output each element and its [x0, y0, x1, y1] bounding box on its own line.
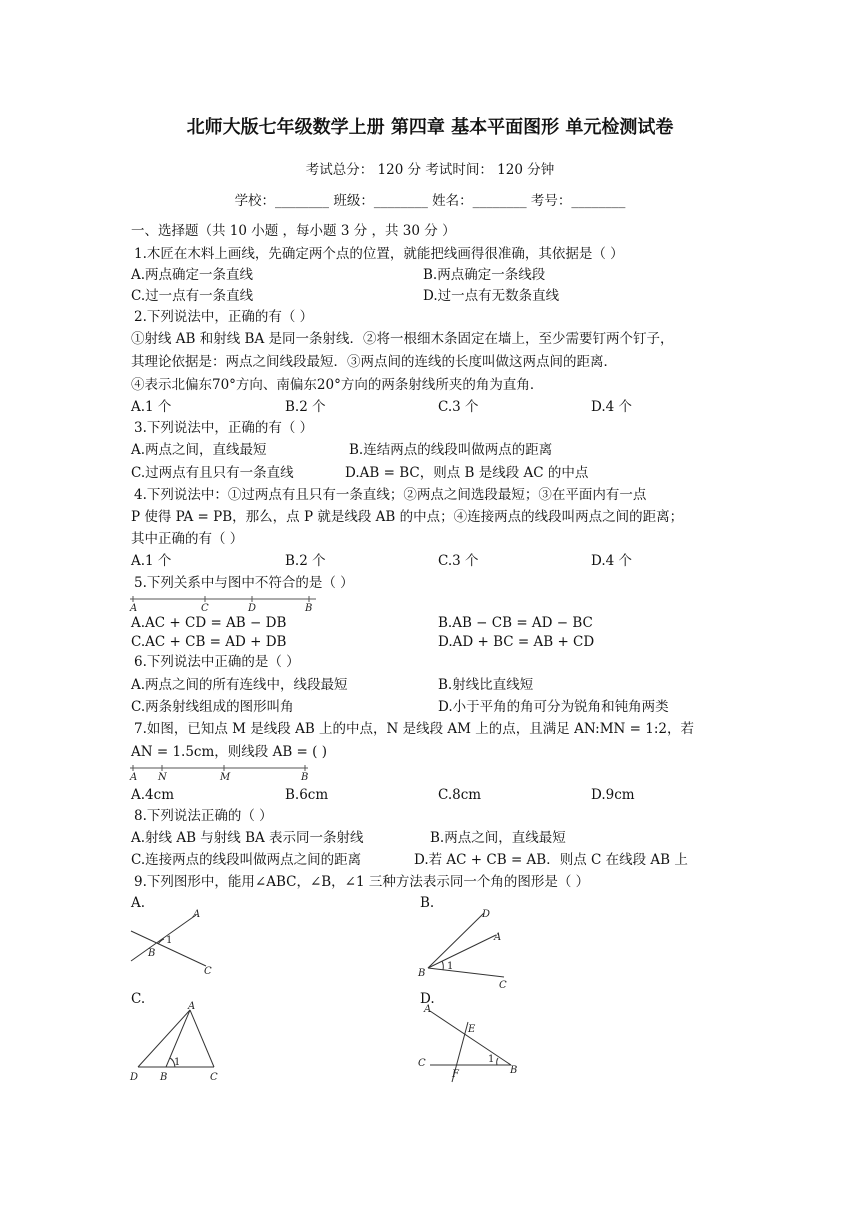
- figure-label: D: [482, 909, 491, 920]
- q8-option-d: D.若 AC + CB = AB．则点 C 在线段 AB 上: [414, 852, 688, 868]
- q7-option-d: D.9cm: [591, 787, 635, 803]
- figure-label: A: [424, 1004, 432, 1015]
- figure-label: 1: [488, 1054, 495, 1065]
- q4-line-2: P 使得 PA = PB，那么，点 P 就是线段 AB 的中点；④连接两点的线段叫两点之间的距离；: [131, 509, 684, 525]
- figure-label: F: [452, 1069, 459, 1080]
- page-title: 北师大版七年级数学上册 第四章 基本平面图形 单元检测试卷: [186, 117, 674, 138]
- figure-label: C: [204, 966, 212, 977]
- q5-stem: 5.下列关系中与图中不符合的是（ ）: [134, 575, 354, 591]
- figure-label: C: [499, 980, 507, 991]
- q1-option-d: D.过一点有无数条直线: [423, 288, 560, 304]
- q8-option-a: A.射线 AB 与射线 BA 表示同一条射线: [131, 830, 364, 846]
- q2-option-b: B.2 个: [285, 399, 326, 415]
- q5-option-a: A.AC + CD = AB − DB: [131, 615, 287, 631]
- q7-label-m: M: [220, 772, 231, 783]
- figure-label: E: [468, 1024, 476, 1035]
- q7-segment-figure: [128, 763, 328, 783]
- figure-label: A: [494, 932, 502, 943]
- q3-option-a: A.两点之间，直线最短: [131, 442, 267, 458]
- q7-label-a: A: [130, 772, 138, 783]
- q9-figure-b: [414, 906, 524, 991]
- figure-label: B: [510, 1065, 518, 1076]
- figure-label: C: [418, 1058, 426, 1069]
- q2-option-d: D.4 个: [591, 399, 633, 415]
- q3-option-b: B.连结两点的线段叫做两点的距离: [349, 442, 553, 458]
- q4-line-3: 其中正确的有（ ）: [131, 531, 244, 547]
- q2-option-a: A.1 个: [131, 399, 172, 415]
- q1-option-b: B.两点确定一条线段: [423, 267, 546, 283]
- q5-option-d: D.AD + BC = AB + CD: [438, 634, 595, 650]
- q5-option-b: B.AB − CB = AD − BC: [438, 615, 593, 631]
- q4-option-a: A.1 个: [131, 553, 172, 569]
- figure-label: 1: [166, 935, 173, 946]
- student-info: 学校：________ 班级：________ 姓名：________ 考号：________: [234, 193, 626, 209]
- q5-segment-figure: [128, 594, 328, 614]
- q5-option-c: C.AC + CB = AD + DB: [131, 634, 287, 650]
- q7-label-b: B: [301, 772, 309, 783]
- figure-label: B: [418, 968, 426, 979]
- q6-option-a: A.两点之间的所有连线中，线段最短: [131, 677, 348, 693]
- section-heading: 一、选择题（共 10 小题 ，每小题 3 分 ，共 30 分 ）: [131, 223, 456, 239]
- q3-stem: 3.下列说法中，正确的有（ ）: [134, 420, 314, 436]
- q9-option-b: B.: [420, 895, 435, 911]
- q5-label-d: D: [248, 603, 257, 614]
- figure-label: 1: [174, 1057, 181, 1068]
- q2-line-2: 其理论依据是：两点之间线段最短．③两点间的连线的长度叫做这两点间的距离．: [131, 354, 617, 370]
- q2-line-3: ④表示北偏东70°方向、南偏东20°方向的两条射线所夹的角为直角．: [131, 377, 544, 393]
- q2-line-1: ①射线 AB 和射线 BA 是同一条射线．②将一根细木条固定在墙上，至少需要钉两个钉子，: [131, 331, 674, 347]
- q5-label-b: B: [305, 603, 313, 614]
- figure-label: C: [210, 1072, 218, 1083]
- figure-label: D: [130, 1072, 139, 1083]
- q9-figure-d: [414, 1002, 529, 1087]
- q7-option-c: C.8cm: [438, 787, 482, 803]
- q7-option-a: A.4cm: [131, 787, 174, 803]
- q6-option-c: C.两条射线组成的图形叫角: [131, 699, 294, 715]
- figure-label: B: [148, 948, 156, 959]
- q9-option-a: A.: [131, 895, 146, 911]
- q7-option-b: B.6cm: [285, 787, 329, 803]
- q1-stem: 1.木匠在木料上画线，先确定两个点的位置，就能把线画得很准确，其依据是（ ）: [134, 246, 624, 262]
- q1-option-a: A.两点确定一条直线: [131, 267, 254, 283]
- figure-label: 1: [447, 961, 454, 972]
- q4-option-b: B.2 个: [285, 553, 326, 569]
- q9-figure-a: [128, 906, 228, 978]
- q7-line-1: 7.如图，已知点 M 是线段 AB 上的中点，N 是线段 AM 上的点，且满足 AN:MN = 1:2，若: [134, 721, 694, 737]
- q7-line-2: AN = 1.5cm，则线段 AB = ( ): [131, 744, 327, 760]
- q9-figure-c: [128, 1000, 228, 1085]
- q3-option-d: D.AB = BC，则点 B 是线段 AC 的中点: [345, 465, 589, 481]
- q9-stem: 9.下列图形中，能用∠ABC，∠B，∠1 三种方法表示同一个角的图形是（ ）: [134, 874, 590, 890]
- q4-option-d: D.4 个: [591, 553, 633, 569]
- q4-option-c: C.3 个: [438, 553, 479, 569]
- figure-label: A: [188, 1001, 196, 1012]
- q3-option-c: C.过两点有且只有一条直线: [131, 465, 294, 481]
- q9-option-d: D.: [420, 991, 435, 1007]
- q6-option-d: D.小于平角的角可分为锐角和钝角两类: [438, 699, 669, 715]
- q8-stem: 8.下列说法正确的（ ）: [134, 808, 273, 824]
- q7-label-n: N: [158, 772, 167, 783]
- q8-option-c: C.连接两点的线段叫做两点之间的距离: [131, 852, 362, 868]
- q6-option-b: B.射线比直线短: [438, 677, 534, 693]
- q8-option-b: B.两点之间，直线最短: [430, 830, 566, 846]
- q2-stem: 2.下列说法中，正确的有（ ）: [134, 309, 314, 325]
- q2-option-c: C.3 个: [438, 399, 479, 415]
- exam-info: 考试总分： 120 分 考试时间： 120 分钟: [305, 162, 555, 178]
- q9-option-c: C.: [131, 991, 146, 1007]
- q5-label-c: C: [201, 603, 209, 614]
- figure-label: A: [193, 909, 201, 920]
- q5-label-a: A: [130, 603, 138, 614]
- q6-stem: 6.下列说法中正确的是（ ）: [134, 654, 300, 670]
- q4-line-1: 4.下列说法中：①过两点有且只有一条直线；②两点之间选段最短；③在平面内有一点: [134, 487, 647, 503]
- q1-option-c: C.过一点有一条直线: [131, 288, 254, 304]
- figure-label: B: [160, 1072, 168, 1083]
